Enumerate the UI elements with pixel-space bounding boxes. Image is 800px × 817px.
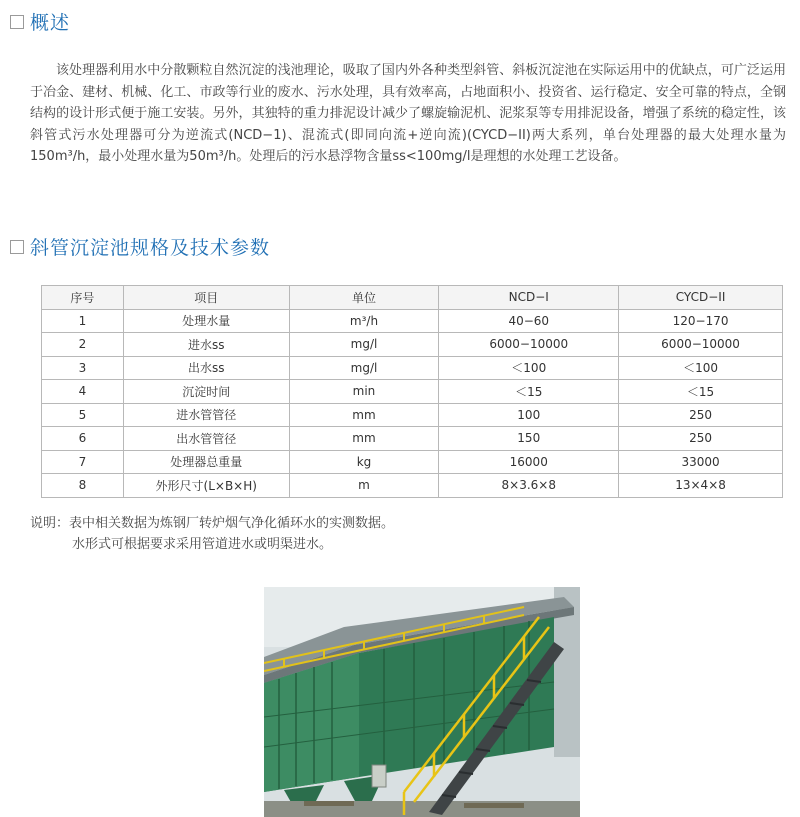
table-cell: ＜15 (439, 380, 619, 404)
spec-table (41, 285, 783, 498)
table-cell: 处理器总重量 (123, 450, 289, 474)
table-cell: 6000−10000 (619, 333, 783, 357)
table-row (42, 427, 783, 451)
table-cell: 5 (42, 403, 124, 427)
header-cell: NCD−I (439, 286, 619, 310)
table-cell: mg/l (289, 356, 439, 380)
table-cell: 出水ss (123, 356, 289, 380)
table-cell: 6000−10000 (439, 333, 619, 357)
table-cell: 进水管管径 (123, 403, 289, 427)
table-cell: 外形尺寸(L×B×H) (123, 474, 289, 498)
table-cell: 40−60 (439, 309, 619, 333)
table-cell: 7 (42, 450, 124, 474)
note-line-1: 说明：表中相关数据为炼钢厂转炉烟气净化循环水的实测数据。 (30, 516, 395, 531)
table-cell: 进水ss (123, 333, 289, 357)
table-cell: 120−170 (619, 309, 783, 333)
table-cell: 16000 (439, 450, 619, 474)
sedimentation-tank-illustration (264, 587, 580, 817)
table-cell: 8×3.6×8 (439, 474, 619, 498)
table-cell: 100 (439, 403, 619, 427)
table-row (42, 403, 783, 427)
table-cell: 1 (42, 309, 124, 333)
header-cell: 项目 (123, 286, 289, 310)
table-cell: 13×4×8 (619, 474, 783, 498)
table-cell: 8 (42, 474, 124, 498)
spec-heading (10, 233, 270, 260)
overview-heading (10, 8, 70, 35)
table-cell: ＜15 (619, 380, 783, 404)
table-row (42, 474, 783, 498)
table-cell: 出水管管径 (123, 427, 289, 451)
table-cell: mm (289, 427, 439, 451)
table-cell: 沉淀时间 (123, 380, 289, 404)
table-cell: 2 (42, 333, 124, 357)
table-cell: 33000 (619, 450, 783, 474)
notes (30, 513, 394, 555)
table-cell: mm (289, 403, 439, 427)
table-cell: 4 (42, 380, 124, 404)
header-cell: CYCD−II (619, 286, 783, 310)
spec-title: 斜管沉淀池规格及技术参数 (30, 237, 271, 259)
table-cell: m³/h (289, 309, 439, 333)
table-row (42, 380, 783, 404)
heading-checkbox-icon (10, 15, 24, 29)
overview-title: 概述 (30, 12, 71, 34)
sedimentation-tank-photo (264, 587, 580, 817)
table-cell: ＜100 (439, 356, 619, 380)
overview-paragraph: 该处理器利用水中分散颗粒自然沉淀的浅池理论，吸取了国内外各种类型斜管、斜板沉淀池在实际运用中的优缺点，可广泛运用于冶金、建材、机械、化工、市政等行业的废水、污水处理，具有效率高，占地面积小、投资省、运行稳定、安全可靠的特点，全钢结构的设计形式便于施工安装。另外，其独特的重力排泥设计减少了螺旋输泥机、泥浆泵等专用排泥设备，增强了系统的稳定性，该斜管式污水处理器可分为逆流式(NCD−1)、混流式(即同向流+逆向流)(CYCD−II)两大系列，单台处理器的最大处理水量为150m³/h，最小处理水量为50m³/h。处理后的污水悬浮物含量ss<100mg/l是理想的水处理工艺设备。 (30, 63, 786, 164)
table-header-row (42, 286, 783, 310)
table-cell: mg/l (289, 333, 439, 357)
table-cell: 250 (619, 403, 783, 427)
table-cell: 处理水量 (123, 309, 289, 333)
header-cell: 单位 (289, 286, 439, 310)
heading-checkbox-icon (10, 240, 24, 254)
table-cell: ＜100 (619, 356, 783, 380)
table-cell: 150 (439, 427, 619, 451)
table-cell: 250 (619, 427, 783, 451)
table-cell: 6 (42, 427, 124, 451)
table-row (42, 356, 783, 380)
table-cell: min (289, 380, 439, 404)
table-cell: kg (289, 450, 439, 474)
table-row (42, 309, 783, 333)
table-row (42, 333, 783, 357)
header-cell: 序号 (42, 286, 124, 310)
table-cell: 3 (42, 356, 124, 380)
note-line-2: 水形式可根据要求采用管道进水或明渠进水。 (72, 537, 333, 552)
table-cell: m (289, 474, 439, 498)
table-row (42, 450, 783, 474)
